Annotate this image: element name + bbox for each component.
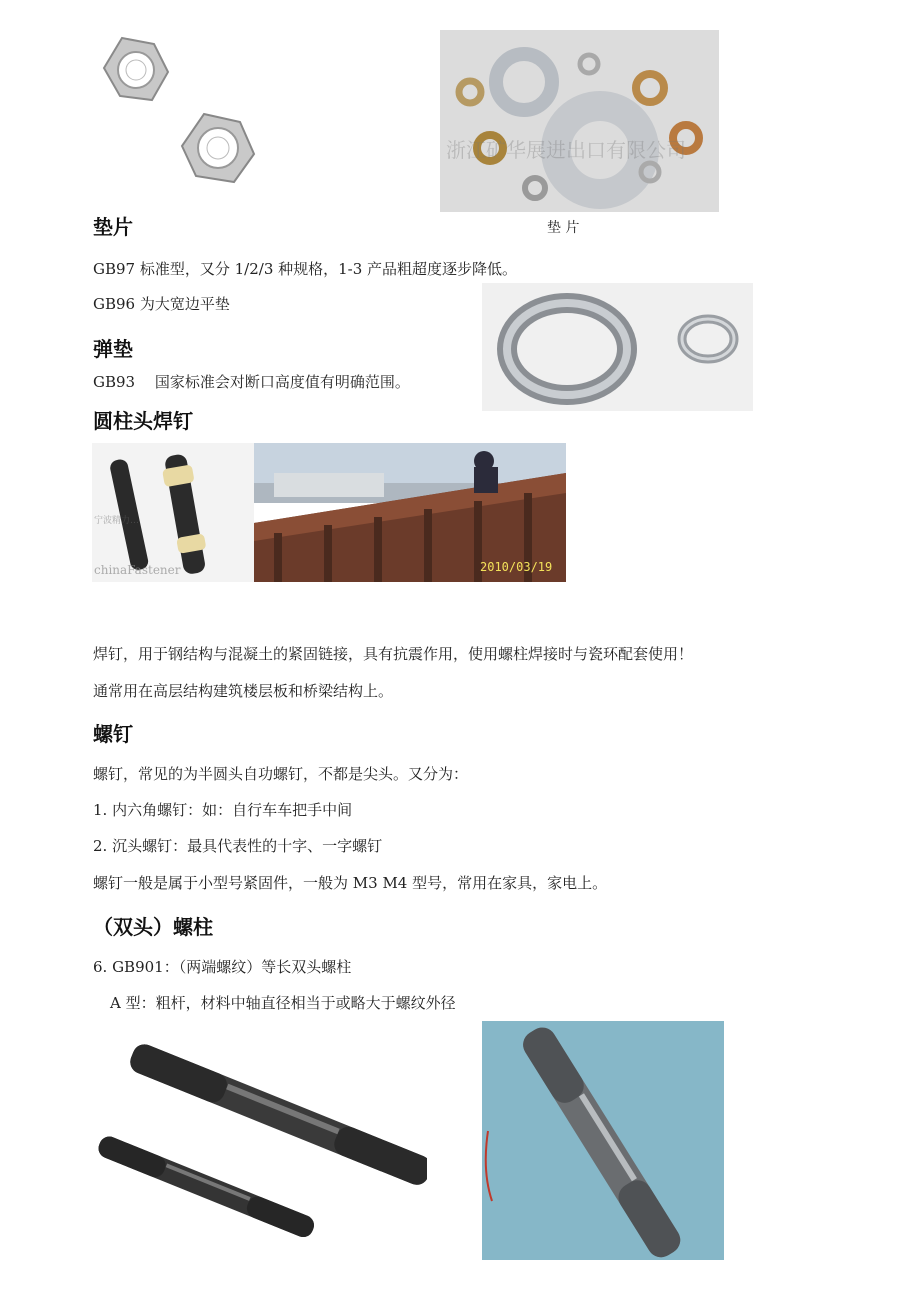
section-stud-bolt-line2: A 型：粗杆，材料中轴直径相当于或略大于螺纹外径: [110, 994, 456, 1012]
section-stud-bolt-line1: 6. GB901：（两端螺纹）等长双头螺柱: [93, 958, 352, 976]
double-end-stud-photo-left: [92, 1024, 427, 1260]
section-washer-line2: GB96 为大宽边平垫: [93, 295, 230, 313]
section-washer-line1: GB97 标准型，又分 1/2/3 种规格，1-3 产品粗超度逐步降低。: [93, 260, 518, 278]
section-weld-stud-heading: 圆柱头焊钉: [93, 409, 193, 433]
washers-watermark: 浙江矿华展进出口有限公司: [446, 138, 686, 162]
section-weld-stud-line2: 通常用在高层结构建筑楼层板和桥梁结构上。: [93, 682, 394, 700]
section-weld-stud-line1: 焊钉，用于钢结构与混凝土的紧固链接，具有抗震作用，使用螺柱焊接时与瓷环配套使用！: [93, 645, 694, 663]
weld-stud-watermark-1: 宁波精力…: [94, 516, 140, 526]
site-photo-date: 2010/03/19: [480, 560, 553, 574]
section-spring-washer-line1: GB93 国家标准会对断口高度值有明确范围。: [93, 373, 410, 391]
hex-lock-nut-photo: [92, 30, 292, 190]
section-stud-bolt-heading: （双头）螺柱: [93, 915, 213, 939]
weld-stud-photo: [92, 443, 254, 582]
washers-photo: [440, 30, 719, 212]
section-screw-line1: 螺钉，常见的为半圆头自功螺钉，不都是尖头。又分为：: [93, 765, 469, 783]
section-spring-washer-heading: 弹垫: [93, 337, 133, 361]
spring-washer-photo: [482, 283, 753, 411]
section-screw-line4: 螺钉一般是属于小型号紧固件，一般为 M3 M4 型号，常用在家具，家电上。: [93, 874, 608, 892]
double-end-stud-photo-right: [482, 1021, 724, 1260]
section-screw-line3: 2. 沉头螺钉：最具代表性的十字、一字螺钉: [93, 837, 383, 855]
washers-caption: 垫 片: [547, 220, 580, 236]
weld-stud-watermark-2: chinaFastener: [94, 563, 181, 577]
steel-structure-site-photo: [254, 443, 566, 582]
section-screw-line2: 1. 内六角螺钉：如：自行车车把手中间: [93, 801, 353, 819]
section-washer-heading: 垫片: [93, 215, 133, 239]
section-screw-heading: 螺钉: [93, 722, 133, 746]
